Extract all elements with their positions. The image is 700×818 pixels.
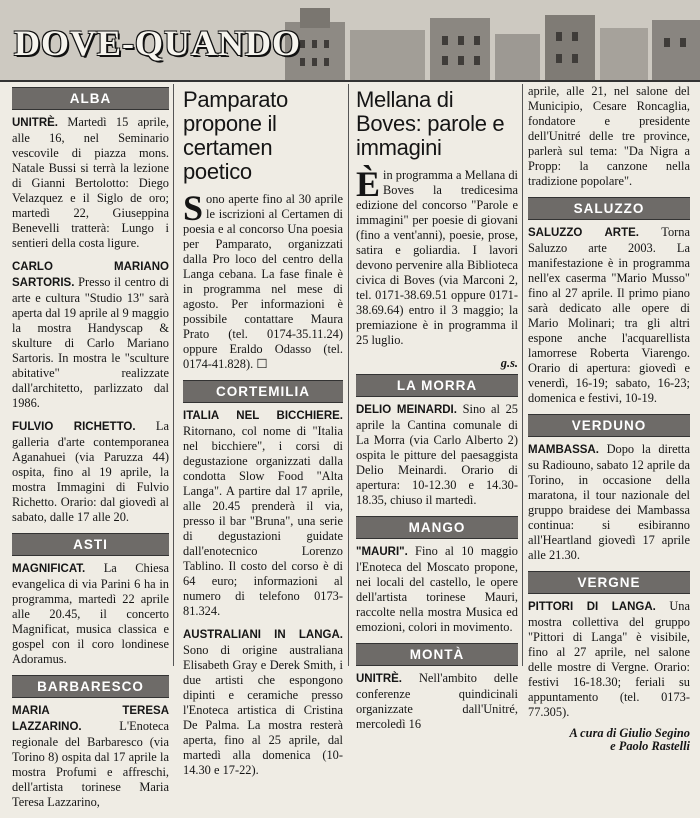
article-pamparato: Sono aperte fino al 30 aprile le iscrizioni al Certamen di poesia e al concorso Una poesia per Pamparato, organizzati dalla Pro loco del centro della Langa cebana. La fase finale è in programma nel mese di agosto. Per informazioni è possibile contattare Maura Prato (tel. 0174-35.11.24) oppure Eraldo Odasso (tel. 0174-41.828). ☐ <box>183 188 343 371</box>
section-header-alba: ALBA <box>12 87 169 110</box>
banner-title: DOVE-QUANDO <box>14 23 301 63</box>
column-1 <box>12 84 169 818</box>
section-header-monta: MONTÀ <box>356 643 518 666</box>
headline-mellana: Mellana di Boves: parole e immagini <box>356 87 505 160</box>
section-header-lamorra: LA MORRA <box>356 374 518 397</box>
section-header-cortemilia: CORTEMILIA <box>183 380 343 403</box>
column-rule <box>522 84 523 666</box>
column-2 <box>183 84 343 786</box>
section-header-vergne: VERGNE <box>528 571 690 594</box>
section-header-asti: ASTI <box>12 533 169 556</box>
signature: g.s. <box>500 356 518 370</box>
article-mauri: "MAURI". Fino al 10 maggio l'Enoteca del Moscato propone, nei locali del castello, le opere dell'artista torinese Mauri, raccolte nella mostra Musica ed emozioni, colori in movimento. <box>356 544 518 634</box>
column-4 <box>528 84 690 754</box>
article-saluzzo-arte: SALUZZO ARTE. Torna Saluzzo arte 2003. La manifestazione è in programma nell'ex caserma "Mario Musso" fino al 27 aprile. Il primo piano sarà dedicato alle opere di Mario Molinari; tra gli altri espone anche l'acquarellista lamorrese Roberta Viarengo. Orario di apertura: giovedì e venerdì, 16-19; sabato, 16-23; domenica e festivi, 10-19. <box>528 225 690 405</box>
article-sartoris: CARLO MARIANO SARTORIS. Presso il centro di arte e cultura "Studio 13" sarà aperta dal 19 aprile al 9 maggio la mostra Handyscap & skulture di Carlo Mariano Sartoris. In mostra le "sculture abitative" realizzate dall'architetto, parlizzato dal 1986. <box>12 261 169 410</box>
article-meinardi: DELIO MEINARDI. Sino al 25 aprile la Cantina comunale di La Morra (via Carlo Alberto 2) ospita le pitture del paesaggista Delio Meinardi. Orario di apertura: 10-12.30 e 14.30-18.35, chiuso il martedì. <box>356 402 518 507</box>
section-header-barbaresco: BARBARESCO <box>12 675 169 698</box>
column-rule <box>348 84 349 666</box>
credit-line-1: A cura di Giulio Segino <box>569 726 690 740</box>
article-mellana: Èin programma a Mellana di Boves la tredicesima edizione del concorso "Parole e immagini" per poesie di giovani (fino a vent'anni), poesie, prose, satira e goliardia. I lavori devono pervenire alla Biblioteca civica di Boves (via Marconi 2, tel. 0171-38.69.51 oppure 0171-38.69.64) entro il 3 maggio; la premiazione è in programma il 25 luglio. <box>356 164 518 347</box>
article-magnificat: MAGNIFICAT. La Chiesa evangelica di via Parini 6 ha in programma, martedì 22 aprile alle 20.45, il concerto Magnificat, musica classica e gospel con il coro londinese Adoramus. <box>12 561 169 666</box>
article-richetto: FULVIO RICHETTO. La galleria d'arte contemporanea Aganahuei (via Paruzza 44) ospita, fino al 19 aprile, la mostra Immagini di Fulvio Richetto. Orario: dal giovedì al sabato, dalle 17 alle 20. <box>12 419 169 524</box>
banner <box>0 0 700 82</box>
section-header-saluzzo: SALUZZO <box>528 197 690 220</box>
article-roncaglia: aprile, alle 21, nel salone del Municipio, Cesare Roncaglia, fondatore e presidente dell'Unitré delle tre province, parlerà sul tema: "Da Nigra a Propp: la canzone nella tradizione popolare". <box>528 84 690 188</box>
article-pittori: PITTORI DI LANGA. Una mostra collettiva del gruppo "Pittori di Langa" è visibile, fino al 27 aprile, nel salone delle mostre di Vergne. Orario: festivi 16-18.30; feriali su appuntamento (tel. 0173-77.305). <box>528 599 690 719</box>
article-lazzarino: MARIA TERESA LAZZARINO. L'Enoteca regionale del Barbaresco (via Torino 8) ospita dal 17 aprile la mostra Profumi e affreschi, dell'artista torinese Maria Teresa Lazzarino, <box>12 705 169 809</box>
headline-pamparato: Pamparato propone il certamen poetico <box>183 87 288 184</box>
article-mambassa: MAMBASSA. Dopo la diretta su Radiouno, sabato 12 aprile da Torino, in occasione della maratona, il tour nazionale del gruppo braidese dei Mambassa continua: si esibiranno all'Heartland giovedì 17 aprile alle 21.30. <box>528 442 690 562</box>
section-header-verduno: VERDUNO <box>528 414 690 437</box>
credit-line-2: e Paolo Rastelli <box>610 739 690 753</box>
article-unitre-monta: UNITRÈ. Nell'ambito delle conferenze quindicinali organizzate dall'Unitré, mercoledì 16 <box>356 671 518 731</box>
section-header-mango: MANGO <box>356 516 518 539</box>
column-rule <box>173 84 174 666</box>
article-australiani: AUSTRALIANI IN LANGA. Sono di origine australiana Elisabeth Gray e Derek Smith, i due artisti che espongono dipinti e ceramiche presso l'Enoteca artistica di Cristina De Palma. La mostra resterà aperta, fino al 25 aprile, dal martedì alla domenica (10-14.30 e 17-22). <box>183 629 343 777</box>
article-unitre-alba: UNITRÈ. Martedì 15 aprile, alle 16, nel Seminario vescovile di piazza mons. Natale Bussi si terrà la lezione di Gianni Bertolotto: Diego Velazquez e il Siglo de oro; martedì 22, Giuseppina Benevelli tratterà: Lungo i sentieri della costa ligure. <box>12 115 169 250</box>
column-3 <box>356 84 518 740</box>
article-bicchiere: ITALIA NEL BICCHIERE. Ritornano, col nome di "Italia nel bicchiere", i corsi di degustazione organizzati dalla condotta Slow Food "Alta Langa". A partire dal 17 aprile, alle 20.45 prenderà il via, presso il bar "Bruna", una serie di degustazioni guidate dall'enotecnico Lorenzo Tablino. Il costo del corso è di 64 euro; informazioni al numero di telefono 0173-81.324. <box>183 410 343 618</box>
